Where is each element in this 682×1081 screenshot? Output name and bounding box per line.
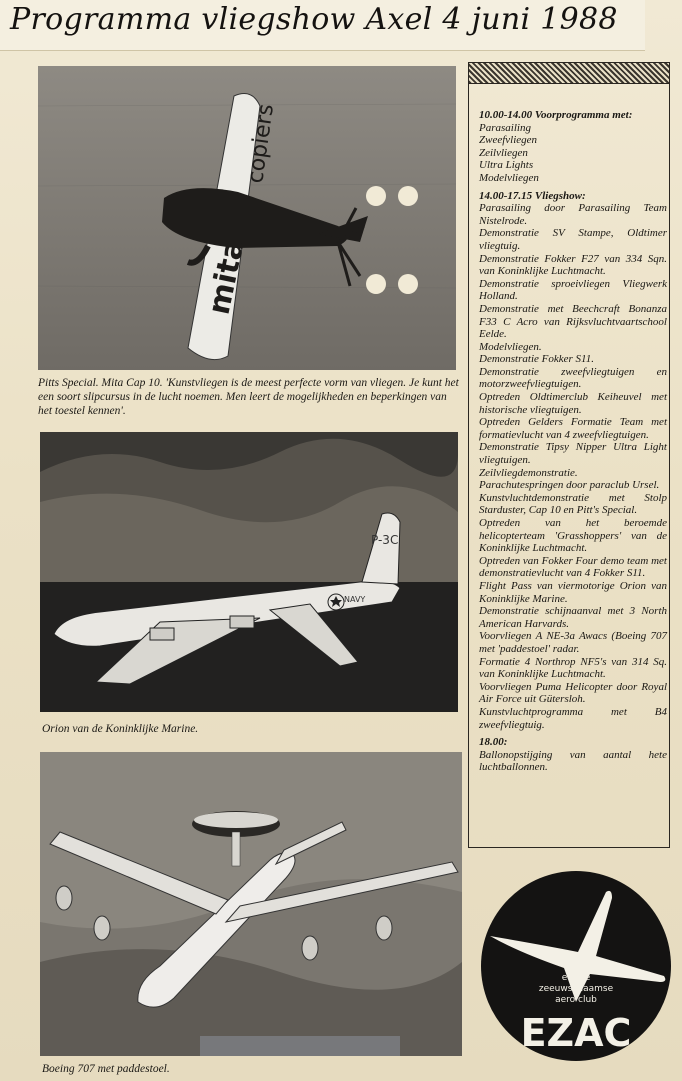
photo-boeing-707-awacs bbox=[40, 752, 462, 1056]
program-item: Ultra Lights bbox=[479, 159, 534, 172]
program-section-time: 14.00-17.15 Vliegshow: bbox=[479, 189, 586, 202]
program-item: Parasailing door Parasailing Team Nistelrode. bbox=[479, 202, 667, 227]
program-item: Demonstratie Fokker S11. bbox=[479, 353, 594, 366]
logo-line-3: aero club bbox=[555, 995, 597, 1005]
program-item: Kunstvluchtdemonstratie met Stolp Starduster, Cap 10 en Pitt's Special. bbox=[479, 491, 667, 517]
tail-code: P-3C bbox=[371, 533, 399, 547]
logo-line-2: zeeuws vlaamse bbox=[538, 984, 614, 994]
program-box bbox=[468, 62, 670, 848]
program-item: Optreden van Fokker Four demo team met demonstratievlucht van 4 Fokker S11. bbox=[479, 554, 667, 580]
program-item: Parachutespringen door paraclub Ursel. bbox=[479, 479, 660, 492]
ezac-logo bbox=[478, 868, 674, 1068]
program-item: Voorvliegen A NE-3a Awacs (Boeing 707 met 'paddestoel' radar. bbox=[479, 630, 667, 655]
program-item: Demonstratie zweefvliegtuigen en motorzweefvliegtuigen. bbox=[479, 365, 667, 391]
program-item: Ballonopstijging van aantal hete luchtballonnen. bbox=[479, 748, 667, 774]
fuselage-text: NAVY bbox=[344, 595, 366, 604]
program-item: Demonstratie sproeivliegen Vliegwerk Holland. bbox=[479, 277, 667, 303]
program-box-hatch bbox=[469, 63, 669, 84]
program-item: Parasailing bbox=[479, 121, 531, 134]
program-section bbox=[479, 109, 667, 185]
program-item: Voorvliegen Puma Helicopter door Royal Air Force uit Gütersloh. bbox=[479, 680, 667, 706]
program-item: Flight Pass van viermotorige Orion van Koninklijke Marine. bbox=[479, 579, 667, 605]
program-item: Demonstratie Fokker F27 van 334 Sqn. van Koninklijke Luchtmacht. bbox=[479, 252, 667, 278]
program-item: Demonstratie met Beechcraft Bonanza F33 C Acro van Rijksvluchtvaartschool Eelde. bbox=[479, 302, 667, 341]
wing-text-mita: mita bbox=[201, 235, 252, 318]
program-item: Zeilvliegen bbox=[479, 146, 528, 159]
program-item: Optreden van het beroemde helicopterteam 'Grasshoppers' van de Koninklijke Luchtmacht. bbox=[479, 517, 667, 555]
page-title: Programma vliegshow Axel 4 juni 1988 bbox=[10, 2, 618, 37]
program-section bbox=[479, 736, 667, 774]
wing-text-copiers: copiers bbox=[243, 102, 280, 185]
program-item: Modelvliegen. bbox=[479, 340, 542, 353]
logo-acronym: EZAC bbox=[520, 1011, 632, 1055]
program-item: Formatie 4 Northrop NF5's van 314 Sq. van Koninklijke Luchtmacht. bbox=[479, 655, 667, 681]
caption-photo-3: Boeing 707 met paddestoel. bbox=[42, 1063, 170, 1075]
title-strip bbox=[0, 0, 645, 51]
caption-photo-2: Orion van de Koninklijke Marine. bbox=[42, 723, 199, 735]
program-item: Kunstvluchtprogramma met B4 zweefvliegtuig. bbox=[479, 705, 667, 731]
program-item: Demonstratie SV Stampe, Oldtimer vliegtuig. bbox=[479, 227, 667, 252]
program-section-time: 18.00: bbox=[479, 736, 508, 749]
photo-orion-aircraft bbox=[40, 432, 458, 712]
program-section-time: 10.00-14.00 Voorprogramma met: bbox=[479, 109, 633, 121]
program-item: Optreden Gelders Formatie Team met formatievlucht van 4 zweefvliegtuigen. bbox=[479, 416, 667, 441]
program-item: Modelvliegen bbox=[479, 171, 539, 184]
program-item: Demonstratie Tipsy Nipper Ultra Light vliegtuigen. bbox=[479, 441, 667, 467]
photo-aerobatic-plane bbox=[38, 66, 456, 370]
program-item: Zweefvliegen bbox=[479, 134, 538, 147]
logo-line-1: eerste bbox=[561, 973, 591, 983]
program-item: Zeilvliegdemonstratie. bbox=[479, 466, 578, 479]
program-section bbox=[479, 190, 667, 732]
caption-photo-1: Pitts Special. Mita Cap 10. 'Kunstvliegen is de meest perfecte vorm van vliegen. Je kunt het een soort slipcursus in de lucht noemen. Men leert de mogelijkheden en beperkingen van het toestel kennen'. bbox=[38, 377, 459, 417]
program-item: Demonstratie schijnaanval met 3 North American Harvards. bbox=[479, 605, 667, 630]
program-list bbox=[479, 109, 667, 779]
program-item: Optreden Oldtimerclub Keiheuvel met historische vliegtuigen. bbox=[479, 391, 667, 416]
